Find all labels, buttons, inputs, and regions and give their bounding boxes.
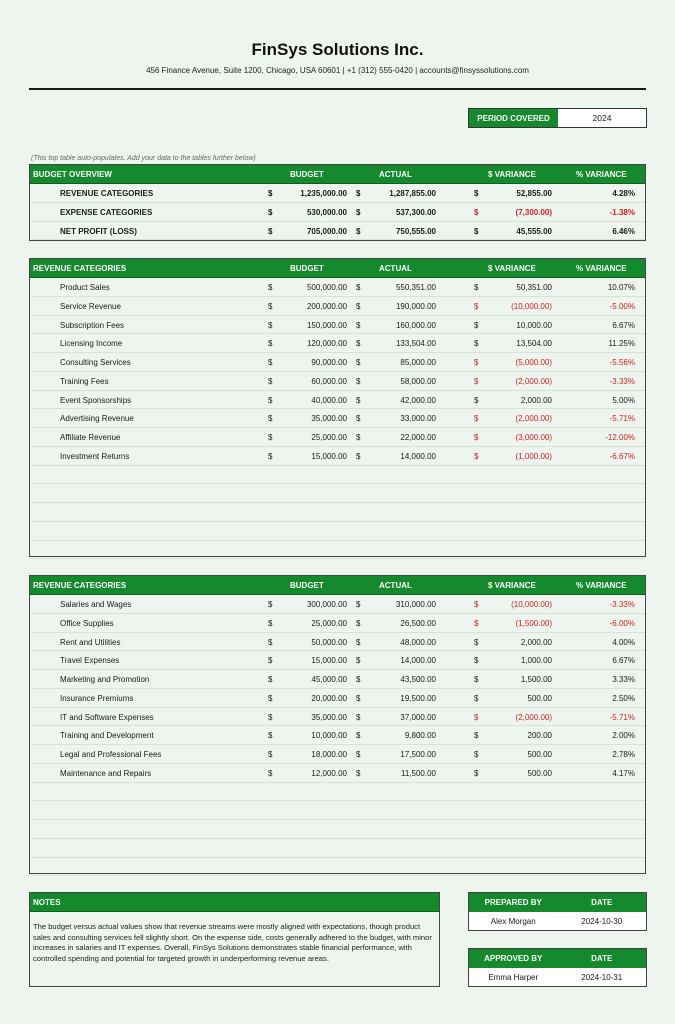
budget-value: 20,000.00 [311, 693, 347, 703]
empty-table-row[interactable] [30, 801, 645, 820]
budget-value: 12,000.00 [311, 768, 347, 778]
variance-value: 13,504.00 [516, 339, 552, 349]
row-name: Legal and Professional Fees [60, 750, 162, 759]
actual-currency: $ [356, 320, 361, 330]
budget-value: 200,000.00 [306, 301, 347, 311]
table-row[interactable] [30, 633, 645, 652]
variance-value: (5,000.00) [515, 358, 552, 367]
table-row[interactable] [30, 409, 645, 428]
budget-value: 18,000.00 [311, 750, 347, 759]
actual-currency: $ [356, 731, 361, 741]
pct-variance-value: 5.00% [612, 395, 635, 405]
pct-variance-value: 2.00% [612, 731, 635, 741]
row-name: Marketing and Promotion [60, 675, 150, 684]
actual-value: 48,000.00 [400, 637, 436, 647]
actual-currency: $ [356, 395, 361, 405]
table-row[interactable] [30, 745, 645, 764]
table-row[interactable] [30, 334, 645, 353]
variance-currency: $ [474, 189, 479, 198]
empty-table-row[interactable] [30, 541, 645, 560]
expense-table [29, 575, 646, 874]
company-name: FinSys Solutions Inc. [251, 40, 424, 59]
notes-text[interactable]: The budget versus actual values show that revenue streams were mostly aligned with expectations, though product sales and consulting services fell slightly short. On the expense side, costs generally adhered to the budget, with minor increases in salaries and IT expenses. Overall, FinSys Solutions demonstrates stable financial performance, with controlled spending and potential for targeted growth in underperforming revenue areas. [33, 922, 432, 963]
pct-variance-value: 6.46% [612, 226, 635, 236]
budget-currency: $ [268, 656, 273, 666]
variance-currency: $ [474, 376, 479, 386]
row-name: Subscription Fees [60, 320, 125, 330]
actual-value: 37,000.00 [400, 712, 436, 722]
table-row[interactable] [30, 447, 645, 466]
actual-currency: $ [356, 376, 361, 386]
col-header-budget: BUDGET [290, 264, 324, 273]
variance-value: 500.00 [527, 768, 552, 778]
actual-value: 750,555.00 [395, 226, 436, 236]
actual-value: 22,000.00 [400, 433, 436, 442]
variance-currency: $ [474, 226, 479, 236]
variance-currency: $ [474, 731, 479, 741]
actual-value: 1,287,855.00 [389, 189, 436, 198]
col-header-budget: BUDGET [290, 170, 324, 179]
col-header-category: REVENUE CATEGORIES [33, 264, 127, 273]
pct-variance-value: 2.78% [612, 750, 635, 759]
actual-currency: $ [356, 768, 361, 778]
autopopulate-note: (This top table auto-populates. Add your data to the tables further below) [31, 155, 256, 162]
variance-value: (1,500.00) [515, 618, 552, 628]
prepared-by-date[interactable]: 2024-10-30 [581, 917, 623, 926]
variance-value: 500.00 [527, 693, 552, 703]
variance-value: 500.00 [527, 750, 552, 759]
actual-currency: $ [356, 433, 361, 442]
actual-currency: $ [356, 600, 361, 609]
actual-currency: $ [356, 189, 361, 198]
empty-table-row[interactable] [30, 503, 645, 522]
variance-value: (3,000.00) [515, 433, 552, 442]
budget-currency: $ [268, 414, 273, 424]
budget-currency: $ [268, 451, 273, 461]
budget-currency: $ [268, 339, 273, 349]
budget-currency: $ [268, 731, 273, 741]
empty-table-row[interactable] [30, 522, 645, 541]
pct-variance-value: 4.17% [612, 768, 635, 778]
table-row[interactable] [30, 353, 645, 372]
variance-currency: $ [474, 433, 479, 442]
pct-variance-value: 6.67% [612, 320, 635, 330]
actual-currency: $ [356, 637, 361, 647]
variance-value: 10,000.00 [516, 320, 552, 330]
actual-currency: $ [356, 693, 361, 703]
variance-currency: $ [474, 414, 479, 424]
table-row[interactable] [30, 278, 645, 297]
row-name: Service Revenue [60, 301, 121, 311]
budget-value: 60,000.00 [311, 376, 347, 386]
actual-currency: $ [356, 451, 361, 461]
col-header-variance: $ VARIANCE [488, 581, 536, 590]
budget-value: 500,000.00 [306, 283, 347, 292]
variance-value: (2,000.00) [515, 414, 552, 424]
row-name: Product Sales [60, 283, 110, 292]
table-row[interactable] [30, 297, 645, 316]
actual-value: 160,000.00 [395, 320, 436, 330]
budget-value: 705,000.00 [306, 226, 347, 236]
empty-table-row[interactable] [30, 820, 645, 839]
actual-value: 310,000.00 [395, 600, 436, 609]
table-row[interactable] [30, 428, 645, 447]
variance-value: 200.00 [527, 731, 552, 741]
col-header-budget: BUDGET [290, 581, 324, 590]
period-value[interactable]: 2024 [592, 113, 612, 123]
variance-value: 52,855.00 [516, 189, 552, 198]
budget-value: 1,235,000.00 [300, 189, 347, 198]
pct-variance-value: 4.28% [612, 189, 635, 198]
budget-value: 35,000.00 [311, 712, 347, 722]
row-name: REVENUE CATEGORIES [60, 189, 154, 198]
budget-value: 150,000.00 [306, 320, 347, 330]
pct-variance-value: -6.00% [609, 618, 635, 628]
variance-currency: $ [474, 675, 479, 684]
table-row[interactable] [30, 651, 645, 670]
variance-value: (7,300.00) [515, 207, 552, 217]
period-covered [468, 108, 647, 128]
actual-currency: $ [356, 283, 361, 292]
pct-variance-value: 11.25% [608, 339, 635, 349]
row-name: Affiliate Revenue [60, 433, 121, 442]
table-row[interactable] [30, 708, 645, 727]
budget-value: 300,000.00 [306, 600, 347, 609]
actual-value: 14,000.00 [400, 451, 436, 461]
header-divider [29, 88, 646, 90]
budget-value: 120,000.00 [306, 339, 347, 349]
budget-value: 90,000.00 [311, 358, 347, 367]
budget-overview-table [29, 164, 646, 241]
actual-currency: $ [356, 226, 361, 236]
approved-by-box [468, 948, 647, 987]
col-header-category: REVENUE CATEGORIES [33, 581, 127, 590]
actual-currency: $ [356, 358, 361, 367]
budget-currency: $ [268, 750, 273, 759]
variance-value: (2,000.00) [515, 376, 552, 386]
row-name: Event Sponsorships [60, 395, 132, 405]
row-name: Travel Expenses [60, 656, 120, 666]
variance-value: 1,000.00 [520, 656, 552, 666]
variance-value: (1,000.00) [515, 451, 552, 461]
actual-currency: $ [356, 301, 361, 311]
actual-value: 14,000.00 [400, 656, 436, 666]
table-row[interactable] [30, 222, 645, 241]
budget-currency: $ [268, 693, 273, 703]
budget-value: 15,000.00 [311, 656, 347, 666]
variance-currency: $ [474, 451, 479, 461]
row-name: Office Supplies [60, 618, 114, 628]
budget-currency: $ [268, 675, 273, 684]
prepared-by-header [469, 893, 646, 912]
col-header-actual: ACTUAL [379, 581, 412, 590]
period-label: PERIOD COVERED [469, 109, 558, 127]
pct-variance-value: -3.33% [609, 600, 635, 609]
budget-currency: $ [268, 301, 273, 311]
actual-currency: $ [356, 414, 361, 424]
company-address: 456 Finance Avenue, Suite 1200, Chicago, USA 60601 | +1 (312) 555-0420 | accounts@finsyssolutions.com [146, 66, 529, 75]
pct-variance-value: 10.07% [607, 283, 635, 292]
col-header-actual: ACTUAL [379, 170, 412, 179]
pct-variance-value: -3.33% [609, 376, 635, 386]
variance-currency: $ [474, 283, 479, 292]
table-header [30, 576, 645, 595]
table-row[interactable] [30, 316, 645, 335]
actual-value: 11,500.00 [401, 768, 436, 778]
col-header-variance: $ VARIANCE [488, 170, 536, 179]
pct-variance-value: -5.71% [609, 712, 635, 722]
pct-variance-value: -5.71% [609, 414, 635, 424]
row-name: Rent and Utilities [60, 637, 121, 647]
prepared-by-name[interactable]: Alex Morgan [490, 917, 536, 926]
row-name: Maintenance and Repairs [60, 768, 152, 778]
col-header-pct-variance: % VARIANCE [576, 170, 627, 179]
col-header-pct-variance: % VARIANCE [576, 264, 627, 273]
col-header-pct-variance: % VARIANCE [576, 581, 627, 590]
prepared-date-label: DATE [591, 898, 613, 907]
actual-value: 42,000.00 [400, 395, 436, 405]
actual-value: 17,500.00 [400, 750, 436, 759]
table-row[interactable] [30, 726, 645, 745]
empty-table-row[interactable] [30, 484, 645, 503]
variance-currency: $ [474, 637, 479, 647]
actual-value: 19,500.00 [400, 693, 436, 703]
variance-currency: $ [474, 712, 479, 722]
col-header-variance: $ VARIANCE [488, 264, 536, 273]
table-row[interactable] [30, 614, 645, 633]
budget-currency: $ [268, 395, 273, 405]
row-name: Consulting Services [60, 358, 131, 367]
table-header [30, 165, 645, 184]
col-header-category: BUDGET OVERVIEW [33, 170, 112, 179]
empty-table-row[interactable] [30, 839, 645, 858]
budget-value: 530,000.00 [306, 207, 347, 217]
empty-table-row[interactable] [30, 783, 645, 802]
budget-value: 35,000.00 [311, 414, 347, 424]
row-name: IT and Software Expenses [60, 712, 154, 722]
pct-variance-value: -5.00% [609, 301, 635, 311]
notes-box [29, 892, 440, 987]
actual-currency: $ [356, 618, 361, 628]
budget-value: 40,000.00 [311, 395, 347, 405]
notes-title: NOTES [30, 893, 439, 912]
actual-value: 85,000.00 [400, 358, 436, 367]
actual-currency: $ [356, 207, 361, 217]
actual-value: 537,300.00 [395, 207, 436, 217]
pct-variance-value: 4.00% [612, 637, 635, 647]
table-row[interactable] [30, 595, 645, 614]
variance-value: 50,351.00 [516, 283, 552, 292]
approved-date-label: DATE [591, 954, 613, 963]
pct-variance-value: 2.50% [612, 693, 635, 703]
budget-currency: $ [268, 189, 273, 198]
row-name: Investment Returns [60, 451, 130, 461]
budget-value: 10,000.00 [311, 731, 347, 741]
approved-by-name[interactable]: Emma Harper [488, 973, 539, 982]
approved-by-values [469, 968, 646, 987]
variance-currency: $ [474, 320, 479, 330]
table-row[interactable] [30, 203, 645, 222]
variance-value: 45,555.00 [516, 226, 552, 236]
variance-currency: $ [474, 600, 479, 609]
budget-currency: $ [268, 618, 273, 628]
empty-table-row[interactable] [30, 858, 645, 877]
variance-currency: $ [474, 693, 479, 703]
pct-variance-value: 6.67% [612, 656, 635, 666]
table-row[interactable] [30, 184, 645, 203]
budget-value: 45,000.00 [311, 675, 347, 684]
actual-value: 43,500.00 [400, 675, 436, 684]
actual-value: 33,000.00 [400, 414, 436, 424]
budget-currency: $ [268, 768, 273, 778]
actual-currency: $ [356, 675, 361, 684]
actual-currency: $ [356, 750, 361, 759]
prepared-by-values [469, 912, 646, 931]
pct-variance-value: -1.38% [609, 207, 635, 217]
actual-value: 133,504.00 [395, 339, 436, 349]
budget-value: 50,000.00 [311, 637, 347, 647]
variance-currency: $ [474, 339, 479, 349]
variance-value: (10,000.00) [511, 301, 552, 311]
variance-currency: $ [474, 358, 479, 367]
row-name: Advertising Revenue [60, 414, 134, 424]
variance-currency: $ [474, 207, 479, 217]
table-row[interactable] [30, 372, 645, 391]
budget-currency: $ [268, 320, 273, 330]
variance-currency: $ [474, 656, 479, 666]
budget-value: 15,000.00 [311, 451, 347, 461]
variance-value: 2,000.00 [520, 637, 552, 647]
budget-currency: $ [268, 358, 273, 367]
budget-currency: $ [268, 712, 273, 722]
pct-variance-value: 3.33% [612, 675, 635, 684]
row-name: Training and Development [60, 731, 154, 741]
revenue-table [29, 258, 646, 557]
variance-currency: $ [474, 750, 479, 759]
row-name: Training Fees [60, 376, 109, 386]
variance-currency: $ [474, 768, 479, 778]
approved-by-date[interactable]: 2024-10-31 [581, 973, 623, 982]
approved-by-label: APPROVED BY [484, 954, 543, 963]
actual-value: 26,500.00 [400, 618, 436, 628]
prepared-by-box [468, 892, 647, 931]
empty-table-row[interactable] [30, 466, 645, 485]
row-name: Licensing Income [60, 339, 123, 349]
expense-rows [30, 595, 645, 876]
pct-variance-value: -6.67% [609, 451, 635, 461]
variance-value: 2,000.00 [520, 395, 552, 405]
actual-value: 550,351.00 [395, 283, 436, 292]
revenue-rows [30, 278, 645, 559]
variance-value: 1,500.00 [520, 675, 552, 684]
budget-value: 25,000.00 [311, 433, 347, 442]
budget-currency: $ [268, 226, 273, 236]
actual-value: 190,000.00 [395, 301, 436, 311]
budget-value: 25,000.00 [311, 618, 347, 628]
budget-currency: $ [268, 207, 273, 217]
variance-currency: $ [474, 395, 479, 405]
budget-currency: $ [268, 637, 273, 647]
pct-variance-value: -12.00% [605, 433, 635, 442]
table-row[interactable] [30, 689, 645, 708]
table-row[interactable] [30, 391, 645, 410]
row-name: Insurance Premiums [60, 693, 134, 703]
variance-currency: $ [474, 301, 479, 311]
variance-value: (10,000.00) [511, 600, 552, 609]
overview-rows [30, 184, 645, 240]
actual-value: 9,800.00 [404, 731, 436, 741]
table-row[interactable] [30, 764, 645, 783]
actual-value: 58,000.00 [400, 376, 436, 386]
approved-by-header [469, 949, 646, 968]
variance-value: (2,000.00) [515, 712, 552, 722]
variance-currency: $ [474, 618, 479, 628]
actual-currency: $ [356, 339, 361, 349]
prepared-by-label: PREPARED BY [484, 898, 542, 907]
row-name: NET PROFIT (LOSS) [60, 226, 137, 236]
pct-variance-value: -5.56% [609, 358, 635, 367]
table-row[interactable] [30, 670, 645, 689]
budget-currency: $ [268, 600, 273, 609]
table-header [30, 259, 645, 278]
row-name: EXPENSE CATEGORIES [60, 207, 153, 217]
budget-currency: $ [268, 433, 273, 442]
budget-currency: $ [268, 283, 273, 292]
col-header-actual: ACTUAL [379, 264, 412, 273]
budget-currency: $ [268, 376, 273, 386]
actual-currency: $ [356, 712, 361, 722]
actual-currency: $ [356, 656, 361, 666]
row-name: Salaries and Wages [60, 600, 132, 609]
